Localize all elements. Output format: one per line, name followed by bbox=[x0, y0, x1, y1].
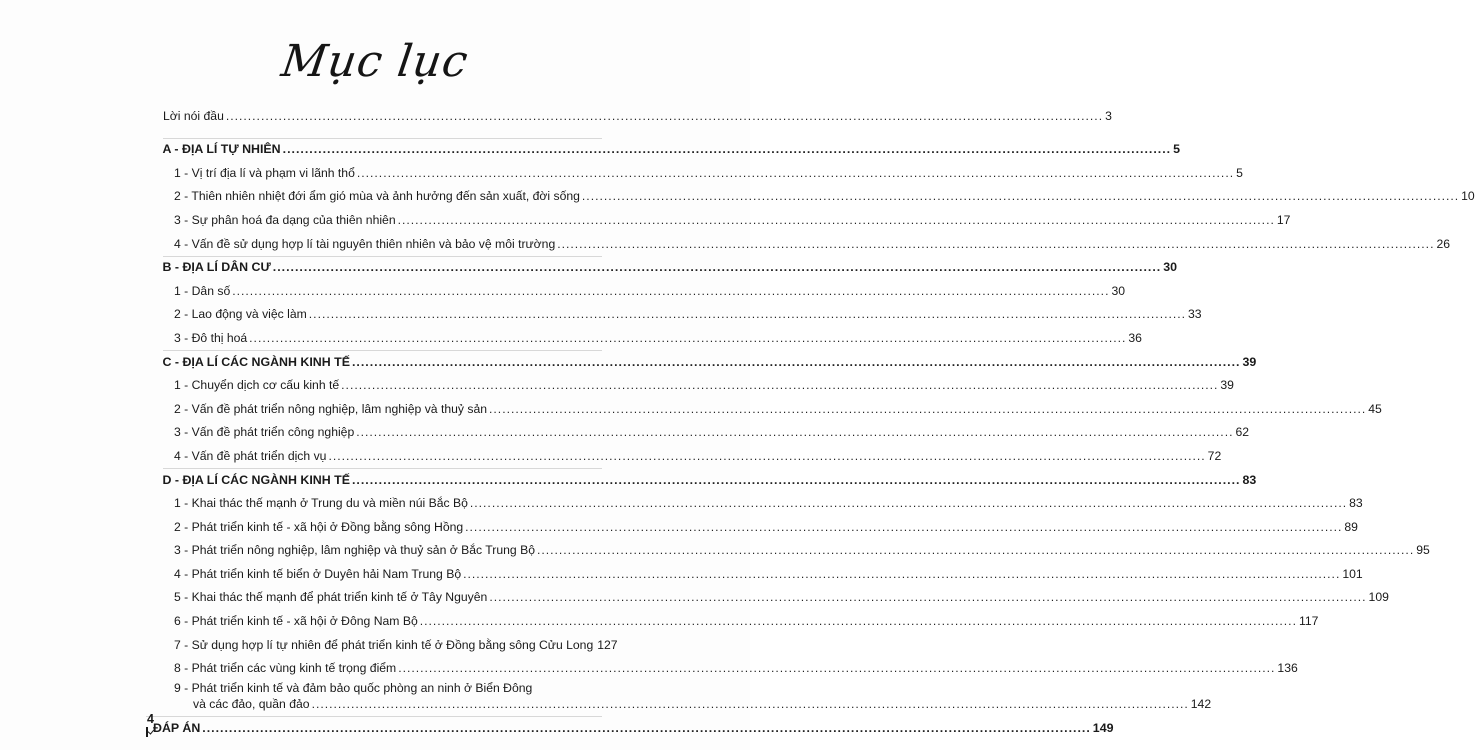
dot-leader bbox=[463, 567, 1340, 582]
toc-entry[interactable] bbox=[163, 299, 1202, 323]
dot-leader bbox=[398, 213, 1275, 228]
toc-entry-page: 45 bbox=[1368, 401, 1382, 416]
toc-section-b[interactable] bbox=[162, 252, 1178, 276]
dot-leader bbox=[202, 721, 1091, 736]
dot-leader bbox=[465, 520, 1342, 535]
toc-entry-label: 2 - Thiên nhiên nhiệt đới ẩm gió mùa và ảnh hưởng đến sản xuất, đời sống bbox=[174, 189, 580, 204]
dot-leader bbox=[489, 402, 1366, 417]
table-of-contents bbox=[153, 100, 1475, 736]
toc-section-label: ĐÁP ÁN bbox=[153, 720, 201, 735]
dot-leader bbox=[557, 237, 1434, 252]
toc-entry-label: 8 - Phát triển các vùng kinh tế trọng điểm bbox=[174, 661, 397, 676]
toc-entry-intro[interactable] bbox=[163, 100, 1112, 124]
toc-entry[interactable] bbox=[163, 535, 1430, 559]
toc-entry-label-continued: và các đảo, quần đảo bbox=[193, 697, 310, 712]
toc-entry-label: 1 - Vị trí địa lí và phạm vi lãnh thổ bbox=[174, 165, 355, 180]
toc-entry[interactable] bbox=[163, 440, 1222, 464]
dot-leader bbox=[357, 166, 1234, 181]
toc-section-label: C - ĐỊA LÍ CÁC NGÀNH KINH TẾ bbox=[162, 354, 350, 369]
dot-leader bbox=[582, 189, 1459, 204]
toc-entry-label: 7 - Sử dụng hợp lí tự nhiên để phát triển kinh tế ở Đồng bằng sông Cửu Long bbox=[174, 637, 594, 652]
toc-section-answers[interactable] bbox=[146, 712, 1114, 736]
dot-leader bbox=[226, 109, 1103, 124]
toc-entry[interactable] bbox=[163, 488, 1363, 512]
toc-entry[interactable] bbox=[163, 605, 1319, 629]
toc-entry-page: 142 bbox=[1190, 697, 1212, 712]
toc-entry[interactable] bbox=[163, 653, 1298, 677]
dot-leader bbox=[273, 260, 1162, 275]
toc-section-d[interactable] bbox=[162, 464, 1257, 488]
dot-leader bbox=[341, 378, 1218, 393]
toc-entry-page: 72 bbox=[1207, 448, 1222, 463]
toc-entry-label: 1 - Chuyển dịch cơ cấu kinh tế bbox=[174, 378, 340, 393]
checkbox-checked-icon bbox=[146, 727, 148, 737]
toc-entry-page: 39 bbox=[1220, 378, 1234, 393]
toc-entry-page: 127 bbox=[597, 637, 618, 652]
toc-entry-line2 bbox=[174, 697, 1191, 712]
toc-section-c[interactable] bbox=[162, 346, 1257, 370]
toc-section-page: 30 bbox=[1163, 260, 1178, 275]
toc-section-page: 149 bbox=[1092, 720, 1114, 735]
dot-leader bbox=[352, 473, 1241, 488]
toc-entry-page: 62 bbox=[1235, 425, 1250, 440]
toc-entry[interactable] bbox=[163, 558, 1363, 582]
dot-leader bbox=[470, 496, 1347, 511]
toc-section-page: 5 bbox=[1173, 142, 1181, 157]
dot-leader bbox=[312, 697, 1189, 712]
toc-entry-label: 1 - Khai thác thế mạnh ở Trung du và miền núi Bắc Bộ bbox=[174, 496, 468, 511]
toc-section-label: D - ĐỊA LÍ CÁC NGÀNH KINH TẾ bbox=[162, 472, 350, 487]
toc-entry[interactable] bbox=[163, 275, 1126, 299]
toc-entry-multiline[interactable] bbox=[163, 676, 1212, 712]
toc-entry[interactable] bbox=[163, 417, 1250, 441]
dot-leader bbox=[352, 355, 1241, 370]
toc-entry-page: 17 bbox=[1276, 212, 1291, 227]
toc-entry[interactable] bbox=[163, 370, 1234, 394]
toc-entry-label: 4 - Vấn đề phát triển dịch vụ bbox=[174, 448, 327, 463]
toc-entry-label: Lời nói đầu bbox=[163, 108, 224, 123]
toc-entry-page: 30 bbox=[1111, 283, 1126, 298]
toc-section-label: A - ĐỊA LÍ TỰ NHIÊN bbox=[162, 142, 281, 157]
toc-entry-page: 26 bbox=[1436, 236, 1451, 251]
toc-entry-page: 117 bbox=[1298, 614, 1319, 629]
toc-entry-page: 5 bbox=[1236, 165, 1243, 180]
dot-leader bbox=[420, 614, 1297, 629]
toc-entry[interactable] bbox=[163, 322, 1142, 346]
toc-entry-label: 4 - Phát triển kinh tế biển ở Duyên hải Nam Trung Bộ bbox=[174, 566, 462, 581]
toc-entry[interactable] bbox=[163, 629, 618, 653]
toc-entry-label: 1 - Dân số bbox=[174, 283, 231, 298]
toc-entry-label: 2 - Phát triển kinh tế - xã hội ở Đồng bằng sông Hồng bbox=[174, 519, 464, 534]
dot-leader bbox=[398, 661, 1275, 676]
toc-entry-page: 136 bbox=[1277, 661, 1298, 676]
toc-entry-label: 9 - Phát triển kinh tế và đảm bảo quốc phòng an ninh ở Biển Đông bbox=[174, 681, 533, 696]
toc-entry[interactable] bbox=[163, 511, 1358, 535]
toc-section-page: 39 bbox=[1242, 354, 1257, 369]
toc-entry-label: 2 - Lao động và việc làm bbox=[174, 307, 307, 322]
toc-entry-page: 3 bbox=[1105, 108, 1112, 123]
toc-entry[interactable] bbox=[163, 228, 1451, 252]
toc-section-page: 83 bbox=[1242, 472, 1257, 487]
toc-entry[interactable] bbox=[163, 181, 1475, 205]
dot-leader bbox=[309, 307, 1186, 322]
toc-entry-page: 33 bbox=[1188, 307, 1202, 322]
dot-leader bbox=[328, 449, 1205, 464]
page-title: Mục lục bbox=[278, 36, 472, 87]
dot-leader bbox=[232, 284, 1109, 299]
toc-entry[interactable] bbox=[163, 157, 1243, 181]
toc-entry-label: 3 - Đô thị hoá bbox=[174, 330, 248, 345]
toc-entry-label: 2 - Vấn đề phát triển nông nghiệp, lâm nghiệp và thuỷ sản bbox=[174, 401, 488, 416]
dot-leader bbox=[489, 590, 1366, 605]
toc-entry-label: 6 - Phát triển kinh tế - xã hội ở Đông Nam Bộ bbox=[174, 614, 418, 629]
dot-leader bbox=[356, 425, 1233, 440]
toc-section-a[interactable] bbox=[162, 134, 1181, 158]
toc-section-label: B - ĐỊA LÍ DÂN CƯ bbox=[162, 260, 271, 275]
toc-entry-page: 10 bbox=[1461, 189, 1475, 204]
toc-entry-page: 95 bbox=[1416, 543, 1430, 558]
toc-entry[interactable] bbox=[163, 204, 1291, 228]
toc-entry-label: 3 - Vấn đề phát triển công nghiệp bbox=[174, 425, 355, 440]
dot-leader bbox=[283, 142, 1172, 157]
dot-leader bbox=[537, 543, 1414, 558]
toc-entry-label: 5 - Khai thác thế mạnh để phát triển kinh tế ở Tây Nguyên bbox=[174, 590, 488, 605]
toc-entry[interactable] bbox=[163, 582, 1389, 606]
toc-entry-page: 89 bbox=[1344, 519, 1358, 534]
page-number: 4 bbox=[147, 712, 154, 726]
toc-entry-page: 36 bbox=[1128, 330, 1142, 345]
toc-entry-label: 4 - Vấn đề sử dụng hợp lí tài nguyên thiên nhiên và bảo vệ môi trường bbox=[174, 236, 556, 251]
toc-entry-label: 3 - Sự phân hoá đa dạng của thiên nhiên bbox=[174, 212, 396, 227]
dot-leader bbox=[249, 331, 1126, 346]
toc-entry-label-block bbox=[174, 680, 1191, 712]
toc-entry-page: 109 bbox=[1368, 590, 1389, 605]
toc-entry-page: 83 bbox=[1349, 496, 1363, 511]
toc-entry-page: 101 bbox=[1342, 566, 1363, 581]
toc-entry-label: 3 - Phát triển nông nghiệp, lâm nghiệp và thuỷ sản ở Bắc Trung Bộ bbox=[174, 543, 535, 558]
toc-entry[interactable] bbox=[163, 393, 1382, 417]
